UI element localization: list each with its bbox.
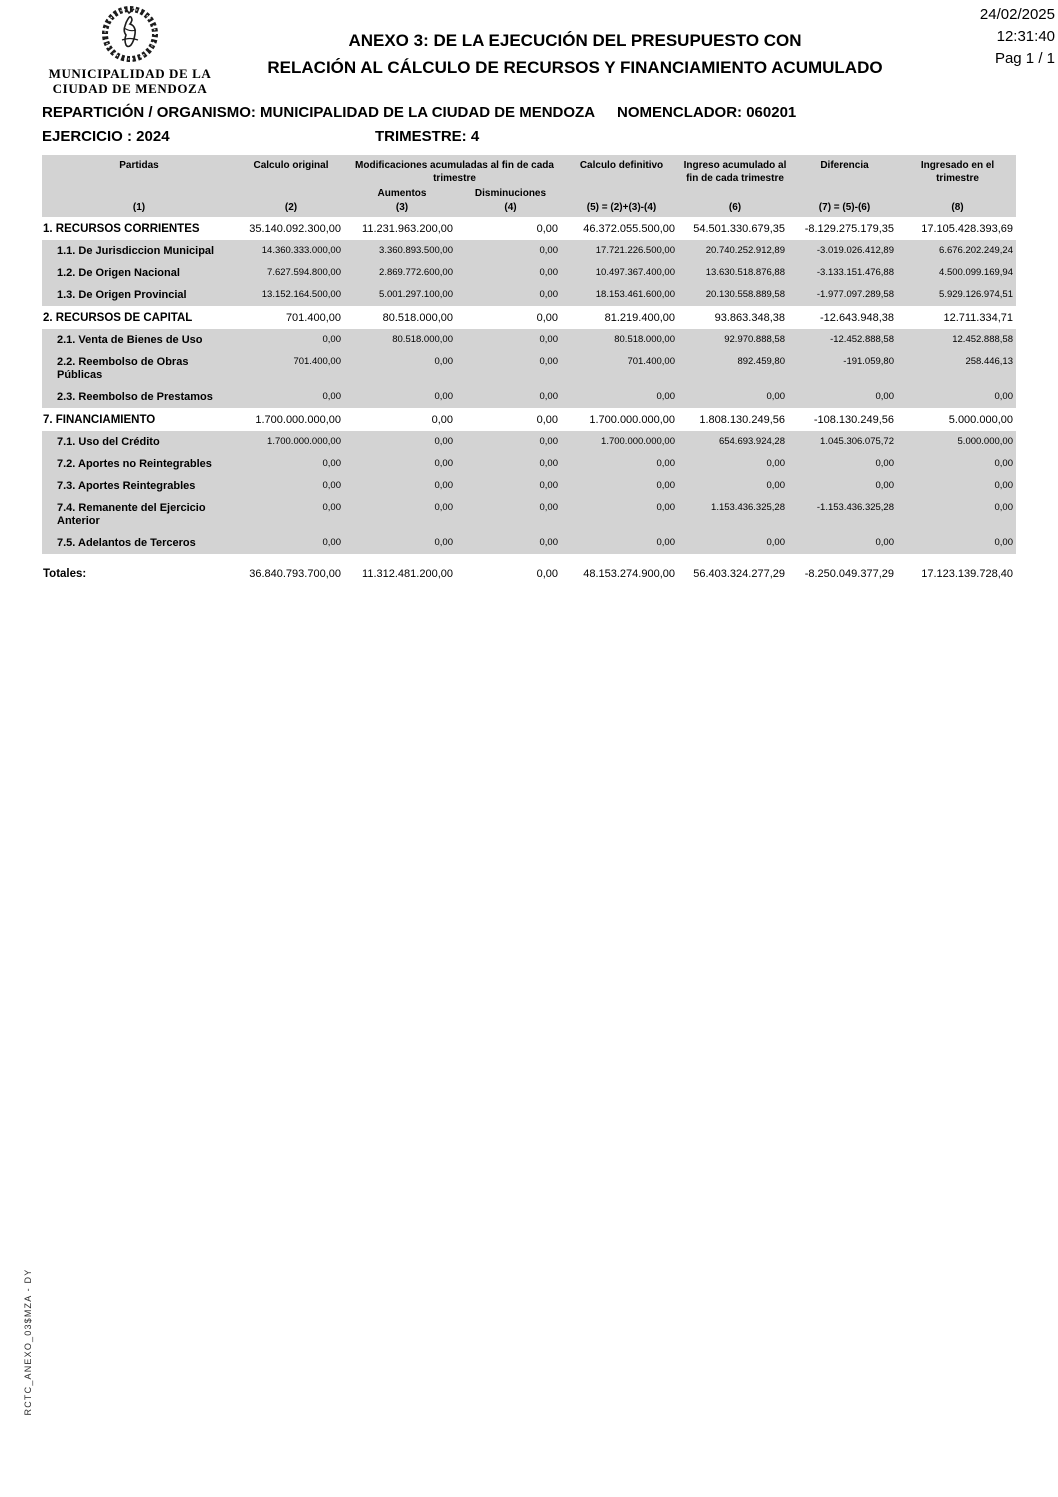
row-value: 20.740.252.912,89 [680,240,790,262]
col-header-empty [790,187,899,201]
row-value: 0,00 [236,475,346,497]
row-value: 13.630.518.876,88 [680,262,790,284]
nomenclador-label: NOMENCLADOR: 060201 [617,104,797,121]
table-body [42,217,1016,585]
org-name-line1: MUNICIPALIDAD DE LA [48,66,212,81]
row-value: -8.129.275.179,35 [790,217,899,240]
col-header-disminuciones: Disminuciones [458,187,563,201]
table-spacer [42,554,1016,566]
col-number-8: (8) [899,201,1016,217]
meta-line-organismo [42,104,1022,121]
row-value: 10.497.367.400,00 [563,262,680,284]
row-value: 3.360.893.500,00 [346,240,458,262]
report-code: RCTC_ANEXO_03$MZA - DY [23,1268,33,1416]
row-value: 0,00 [458,351,563,386]
col-header-aumentos: Aumentos [346,187,458,201]
city-emblem-icon [94,4,166,66]
row-label: 2.1. Venta de Bienes de Uso [42,329,236,351]
row-value: 80.518.000,00 [346,306,458,329]
row-value: 0,00 [563,532,680,554]
row-value: 1.153.436.325,28 [680,497,790,532]
row-value: 7.627.594.800,00 [236,262,346,284]
row-value: 12.711.334,71 [899,306,1016,329]
table-row [42,475,1016,497]
row-value: 0,00 [458,262,563,284]
col-number-7: (7) = (5)-(6) [790,201,899,217]
col-number-5: (5) = (2)+(3)-(4) [563,201,680,217]
row-label: 7. FINANCIAMIENTO [42,408,236,431]
row-value: 0,00 [680,386,790,408]
row-value: 0,00 [458,306,563,329]
row-value: 701.400,00 [236,306,346,329]
row-value: 54.501.330.679,35 [680,217,790,240]
budget-table [42,155,1016,585]
table-row [42,240,1016,262]
row-label: 1.3. De Origen Provincial [42,284,236,306]
row-value: -3.133.151.476,88 [790,262,899,284]
table-row [42,284,1016,306]
row-value: 1.700.000.000,00 [563,408,680,431]
meta-line-ejercicio [42,128,1022,147]
row-value: 0,00 [458,408,563,431]
row-value: 35.140.092.300,00 [236,217,346,240]
table-row [42,217,1016,240]
row-label: 7.4. Remanente del Ejercicio Anterior [42,497,236,532]
row-value: 0,00 [899,453,1016,475]
row-label: 2.2. Reembolso de Obras Públicas [42,351,236,386]
row-value: 0,00 [346,453,458,475]
row-value: 17.105.428.393,69 [899,217,1016,240]
col-number-1: (1) [42,201,236,217]
row-value: -1.977.097.289,58 [790,284,899,306]
print-date: 24/02/2025 [979,6,1055,23]
row-value: 0,00 [458,431,563,453]
table-row [42,386,1016,408]
row-value: 5.000.000,00 [899,431,1016,453]
row-value: 701.400,00 [236,351,346,386]
row-value: 93.863.348,38 [680,306,790,329]
row-value: 0,00 [563,475,680,497]
row-value: 0,00 [899,475,1016,497]
row-value: 0,00 [790,453,899,475]
print-time: 12:31:40 [996,28,1055,45]
row-value: 0,00 [236,329,346,351]
row-value: 0,00 [346,497,458,532]
row-value: 14.360.333.000,00 [236,240,346,262]
report-title-line1: ANEXO 3: DE LA EJECUCIÓN DEL PRESUPUESTO CON [348,31,802,50]
row-value: 0,00 [458,329,563,351]
col-header-ingresado: Ingresado en el trimestre [899,155,1016,187]
row-value: 0,00 [458,497,563,532]
col-number-6: (6) [680,201,790,217]
row-value: 5.001.297.100,00 [346,284,458,306]
col-header-empty [236,187,346,201]
col-number-3: (3) [346,201,458,217]
col-header-empty [42,187,236,201]
row-value: 1.700.000.000,00 [236,408,346,431]
table-row [42,306,1016,329]
row-value: 0,00 [458,217,563,240]
row-label: 7.5. Adelantos de Terceros [42,532,236,554]
ejercicio-label: EJERCICIO : 2024 [42,128,170,145]
row-value: 0,00 [346,408,458,431]
row-label: 1.1. De Jurisdiccion Municipal [42,240,236,262]
row-value: 1.045.306.075,72 [790,431,899,453]
col-header-partidas: Partidas [42,155,236,187]
row-value: 0,00 [563,497,680,532]
col-header-empty [899,187,1016,201]
totals-value: 48.153.274.900,00 [563,566,680,585]
row-value: -3.019.026.412,89 [790,240,899,262]
row-value: 0,00 [236,386,346,408]
col-number-2: (2) [236,201,346,217]
row-value: 0,00 [899,497,1016,532]
table-row [42,453,1016,475]
totals-value: 11.312.481.200,00 [346,566,458,585]
row-value: 0,00 [458,240,563,262]
totals-value: -8.250.049.377,29 [790,566,899,585]
row-label: 1.2. De Origen Nacional [42,262,236,284]
row-value: 0,00 [680,453,790,475]
row-value: 2.869.772.600,00 [346,262,458,284]
row-value: 12.452.888,58 [899,329,1016,351]
table-row [42,351,1016,386]
row-value: 46.372.055.500,00 [563,217,680,240]
row-value: 0,00 [346,431,458,453]
row-value: 0,00 [236,532,346,554]
row-value: 0,00 [680,475,790,497]
row-value: 81.219.400,00 [563,306,680,329]
row-label: 7.1. Uso del Crédito [42,431,236,453]
row-value: 0,00 [790,532,899,554]
row-value: -108.130.249,56 [790,408,899,431]
row-value: 0,00 [458,453,563,475]
totals-value: 56.403.324.277,29 [680,566,790,585]
row-value: 701.400,00 [563,351,680,386]
col-header-empty [680,187,790,201]
trimestre-label: TRIMESTRE: 4 [375,128,480,145]
row-value: 654.693.924,28 [680,431,790,453]
row-value: -12.643.948,38 [790,306,899,329]
reparticion-label: REPARTICIÓN / ORGANISMO: MUNICIPALIDAD DE LA CIUDAD DE MENDOZA [42,104,596,121]
row-value: 0,00 [458,475,563,497]
col-header-calculo-definitivo: Calculo definitivo [563,155,680,187]
table-row [42,566,1016,585]
col-header-diferencia: Diferencia [790,155,899,187]
row-value: 80.518.000,00 [346,329,458,351]
table-header [42,155,1016,217]
row-value: 18.153.461.600,00 [563,284,680,306]
row-value: 92.970.888,58 [680,329,790,351]
row-value: 11.231.963.200,00 [346,217,458,240]
row-value: 17.721.226.500,00 [563,240,680,262]
row-value: 0,00 [346,386,458,408]
row-value: 0,00 [458,284,563,306]
org-name-line2: CIUDAD DE MENDOZA [52,81,208,96]
row-value: 0,00 [236,497,346,532]
table-row [42,431,1016,453]
table-row [42,262,1016,284]
row-value: 0,00 [346,351,458,386]
row-value: 0,00 [680,532,790,554]
table-row [42,532,1016,554]
row-value: 80.518.000,00 [563,329,680,351]
row-value: 4.500.099.169,94 [899,262,1016,284]
row-label: 1. RECURSOS CORRIENTES [42,217,236,240]
col-number-4: (4) [458,201,563,217]
row-value: 13.152.164.500,00 [236,284,346,306]
totals-value: 17.123.139.728,40 [899,566,1016,585]
print-info [980,4,1055,70]
report-title-line2: RELACIÓN AL CÁLCULO DE RECURSOS Y FINANCIAMIENTO ACUMULADO [267,58,883,77]
row-value: 258.446,13 [899,351,1016,386]
row-value: -1.153.436.325,28 [790,497,899,532]
row-value: 0,00 [346,475,458,497]
row-value: 0,00 [899,386,1016,408]
row-value: 5.929.126.974,51 [899,284,1016,306]
row-value: 0,00 [346,532,458,554]
report-meta [42,104,1022,147]
row-value: 0,00 [563,386,680,408]
row-value: 6.676.202.249,24 [899,240,1016,262]
row-value: 892.459,80 [680,351,790,386]
col-header-modificaciones-group: Modificaciones acumuladas al fin de cada trimestre [346,155,563,187]
row-value: 1.700.000.000,00 [563,431,680,453]
col-header-empty [563,187,680,201]
row-value: 0,00 [790,475,899,497]
row-label: 2.3. Reembolso de Prestamos [42,386,236,408]
table-row [42,329,1016,351]
col-header-calculo-original: Calculo original [236,155,346,187]
totals-value: 36.840.793.700,00 [236,566,346,585]
page-number: Pag 1 / 1 [994,50,1055,67]
row-value: 1.700.000.000,00 [236,431,346,453]
row-value: 0,00 [899,532,1016,554]
row-label: 2. RECURSOS DE CAPITAL [42,306,236,329]
col-header-ingreso-acumulado: Ingreso acumulado al fin de cada trimestre [680,155,790,187]
row-value: 0,00 [563,453,680,475]
totals-value: 0,00 [458,566,563,585]
row-value: -12.452.888,58 [790,329,899,351]
totals-label: Totales: [42,566,236,585]
row-value: 20.130.558.889,58 [680,284,790,306]
report-title [185,27,965,81]
row-value: 1.808.130.249,56 [680,408,790,431]
table-row [42,497,1016,532]
row-value: 5.000.000,00 [899,408,1016,431]
table-spacer-cell [42,554,1016,566]
table-row [42,408,1016,431]
row-value: 0,00 [236,453,346,475]
row-value: -191.059,80 [790,351,899,386]
row-label: 7.2. Aportes no Reintegrables [42,453,236,475]
row-value: 0,00 [458,532,563,554]
row-value: 0,00 [790,386,899,408]
row-label: 7.3. Aportes Reintegrables [42,475,236,497]
row-value: 0,00 [458,386,563,408]
